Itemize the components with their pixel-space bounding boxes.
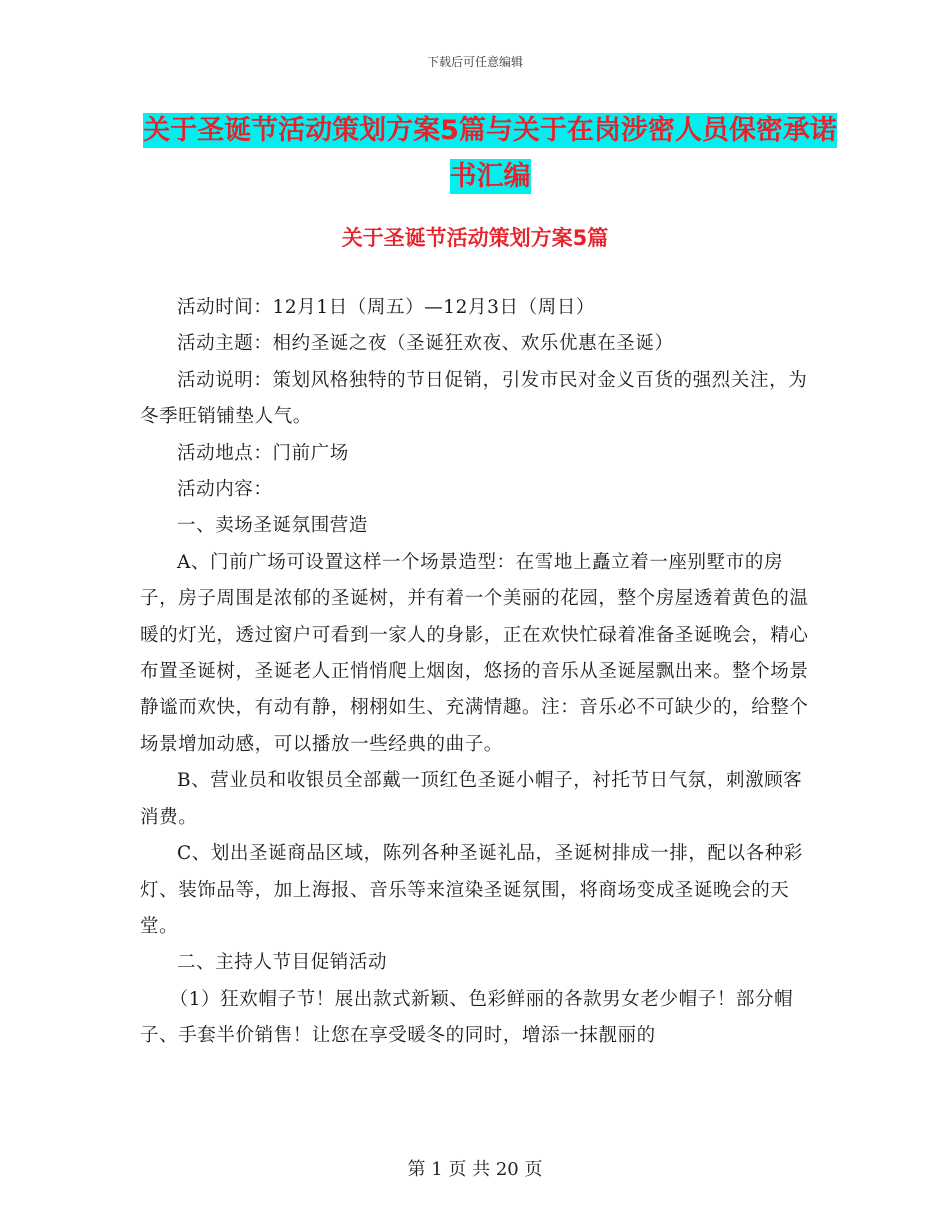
paragraph-item-1: （1）狂欢帽子节！展出款式新颖、色彩鲜丽的各款男女老少帽子！部分帽子、手套半价销售！让您在享受暖冬的同时，增添一抹靓丽的: [140, 988, 794, 1047]
paragraph-item-c: C、划出圣诞商品区域，陈列各种圣诞礼品，圣诞树排成一排，配以各种彩灯、装饰品等，加上海报、音乐等来渲染圣诞氛围，将商场变成圣诞晚会的天堂。: [140, 843, 803, 937]
paragraph-activity-content: 活动内容：: [177, 479, 273, 501]
heading-section-one: 一、卖场圣诞氛围营造: [177, 515, 369, 537]
document-body: [140, 290, 812, 1055]
paragraph-item-a: A、门前广场可设置这样一个场景造型：在雪地上矗立着一座别墅市的房子，房子周围是浓郁的圣诞树，并有着一个美丽的花园，整个房屋透着黄色的温暖的灯光，透过窗户可看到一家人的身影，正在欢快忙碌着准备圣诞晚会，精心布置圣诞树，圣诞老人正悄悄爬上烟囱，悠扬的音乐从圣诞屋飘出来。整个场景静谧而欢快，有动有静，栩栩如生、充满情趣。注：音乐必不可缺少的，给整个场景增加动感，可以播放一些经典的曲子。: [140, 551, 809, 755]
paragraph-activity-description: 活动说明：策划风格独特的节日促销，引发市民对金义百货的强烈关注，为冬季旺销铺垫人气。: [140, 369, 808, 428]
paragraph-activity-location: 活动地点：门前广场: [177, 442, 349, 464]
section-title: 关于圣诞节活动策划方案5篇: [341, 226, 609, 250]
paragraph-item-b: B、营业员和收银员全部戴一顶红色圣诞小帽子，衬托节日气氛，刺激顾客消费。: [140, 770, 803, 828]
main-title-text: 关于圣诞节活动策划方案5篇与关于在岗涉密人员保密承诺书汇编: [143, 115, 837, 192]
paragraph-activity-theme: 活动主题：相约圣诞之夜（圣诞狂欢夜、欢乐优惠在圣诞）: [177, 333, 674, 355]
header-note: 下载后可任意编辑: [426, 55, 523, 69]
page-number-footer: 第 1 页 共 20 页: [407, 1159, 543, 1180]
document-main-title: [140, 108, 840, 200]
heading-section-two: 二、主持人节目促销活动: [177, 952, 388, 974]
paragraph-activity-time: 活动时间：12月1日（周五）—12月3日（周日）: [177, 297, 596, 318]
